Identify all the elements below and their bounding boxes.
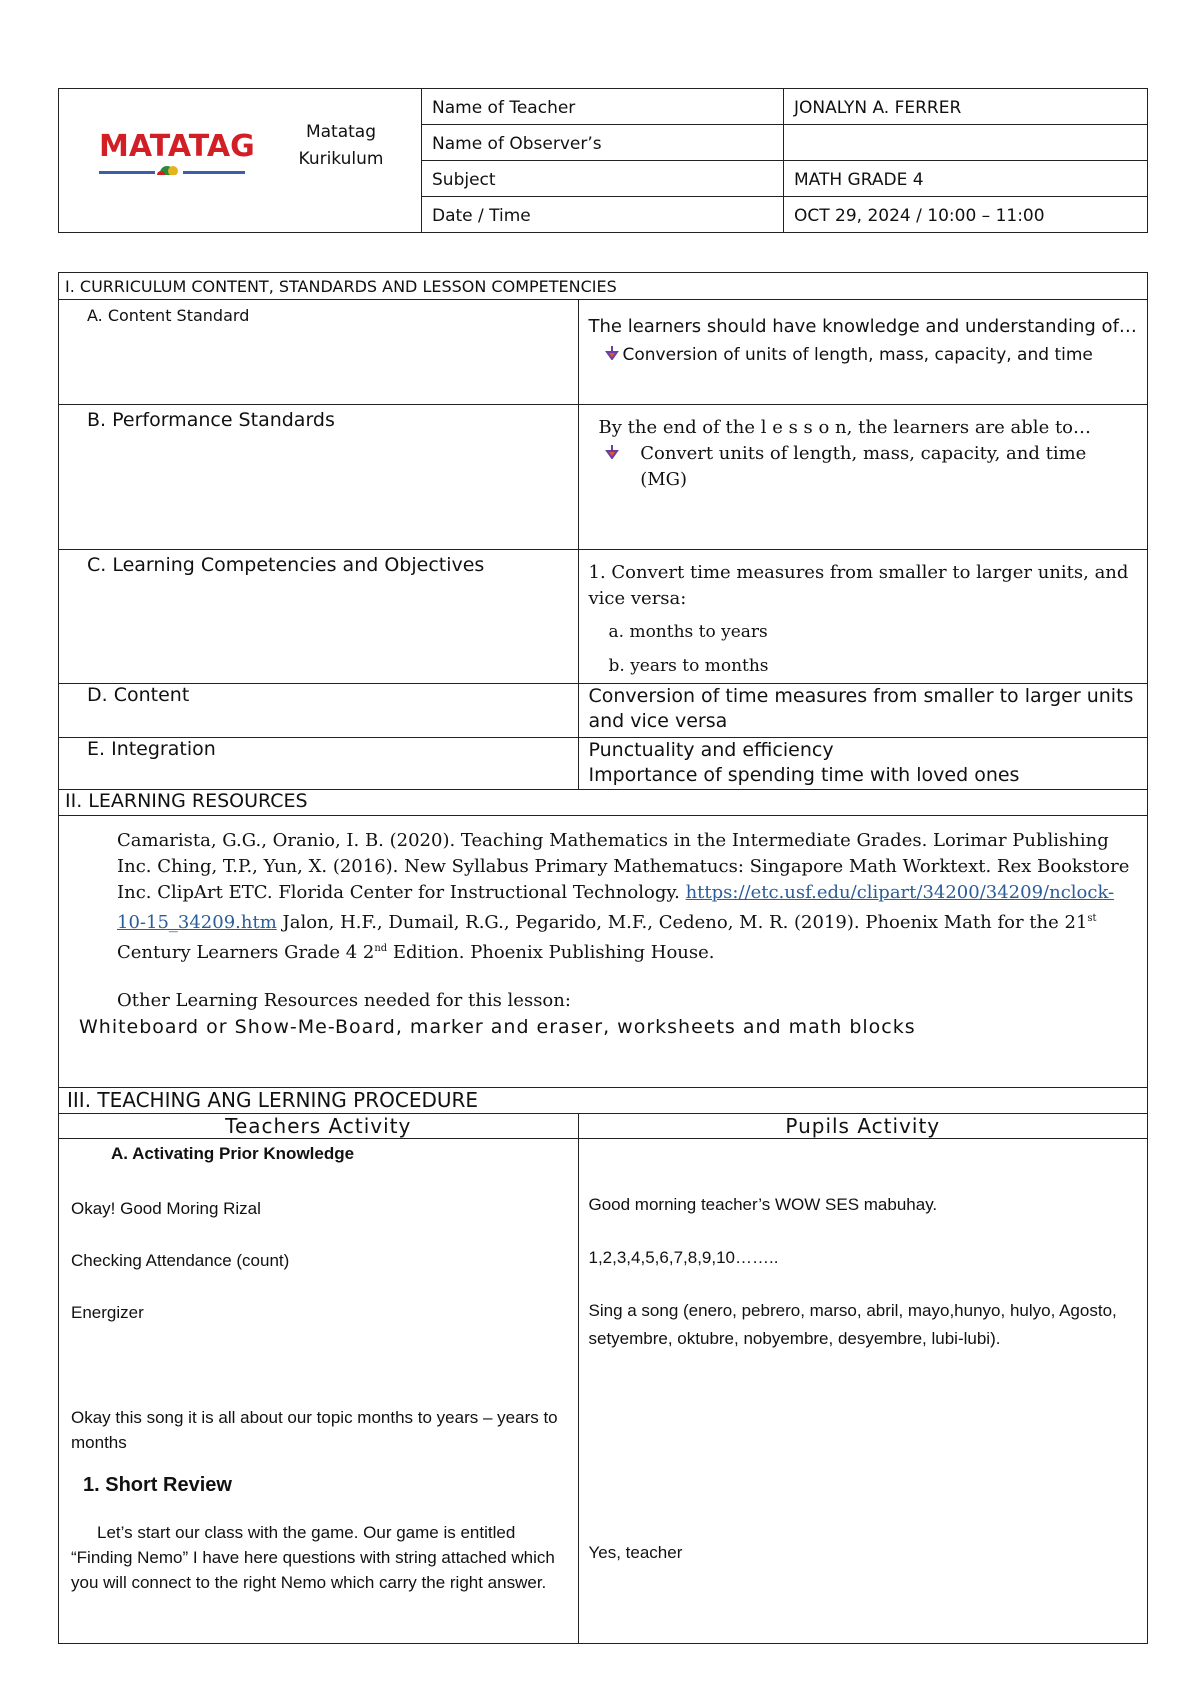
reference-part3: Century Learners Grade 4 2 [117, 942, 375, 963]
resources-cell [59, 816, 1148, 1088]
logo-cell [59, 89, 422, 233]
competencies-cell [578, 550, 1148, 684]
section2-title: II. LEARNING RESOURCES [59, 790, 1148, 816]
activating-prior-knowledge: A. Activating Prior Knowledge [111, 1144, 355, 1163]
other-resources-title: Other Learning Resources needed for this lesson: [117, 990, 571, 1011]
lesson-plan-table [58, 272, 1148, 1644]
teacher-label: Name of Teacher [422, 89, 784, 125]
teacher-value: JONALYN A. FERRER [784, 89, 1148, 125]
reference-sup1: st [1087, 913, 1097, 924]
header-table [58, 88, 1148, 233]
competencies-label: C. Learning Competencies and Objectives [59, 550, 579, 684]
teacher-song-note: Okay this song it is all about our topic months to years – years to months [71, 1408, 558, 1452]
teacher-activity-cell [59, 1139, 579, 1644]
performance-text: By the end of the l e s s o n, the learners are able to… [598, 417, 1092, 438]
integration-line1: Punctuality and efficiency [588, 739, 834, 761]
pupil-greeting: Good morning teacher’s WOW SES mabuhay. [588, 1195, 938, 1214]
clipart-link[interactable]: https://etc.usf.edu/clipart/34200/34209/nclock-10-15_34209.htm [117, 882, 1115, 933]
curriculum-line1: Matatag [305, 122, 377, 142]
curriculum-name [281, 119, 401, 173]
other-resources-text: Whiteboard or Show-Me-Board, marker and eraser, worksheets and math blocks [79, 1016, 916, 1038]
observer-value [784, 125, 1148, 161]
curriculum-line2: Kurikulum [298, 149, 384, 169]
integration-cell [578, 738, 1148, 790]
teacher-game-intro: Let’s start our class with the game. Our game is entitled “Finding Nemo” I have here questions with string attached which you will connect to the right Nemo which carry the right answer. [71, 1523, 555, 1592]
performance-bullet [599, 441, 1136, 493]
competencies-b: b. years to months [608, 656, 769, 676]
teacher-activity-header: Teachers Activity [59, 1114, 579, 1139]
content-standard-cell [578, 300, 1148, 405]
reference-sup2: nd [374, 943, 388, 954]
content-standard-label: A. Content Standard [59, 300, 579, 405]
arrow-bullet-icon [605, 342, 623, 368]
competencies-text: 1. Convert time measures from smaller to larger units, and vice versa: [588, 562, 1129, 609]
observer-label: Name of Observer’s [422, 125, 784, 161]
section1-title: I. CURRICULUM CONTENT, STANDARDS AND LESSON COMPETENCIES [59, 273, 1148, 300]
datetime-value: OCT 29, 2024 / 10:00 – 11:00 [784, 197, 1148, 233]
competencies-a: a. months to years [608, 622, 768, 642]
reference-part1: Camarista, G.G., Oranio, I. B. (2020). Teaching Mathematics in the Intermediate Grades. Lorimar Publishing Inc. Ching, T.P., Yun, X. (2016). New Syllabus Primary Mathematucs: Singapore Math Worktext. Rex Bookstore Inc. ClipArt ETC. Florida Center for Instructional Technology. [117, 830, 1130, 903]
content-standard-bullet-text: Conversion of units of length, mass, capacity, and time [622, 345, 1093, 365]
teacher-attendance: Checking Attendance (count) [71, 1251, 290, 1270]
content-standard-bullet [589, 342, 1138, 368]
matatag-logo: MATATAG [99, 129, 255, 164]
reference-part2: Jalon, H.F., Dumail, R.G., Pegarido, M.F., Cedeno, M. R. (2019). Phoenix Math for the 21 [282, 912, 1088, 933]
pupil-song: Sing a song (enero, pebrero, marso, abril, mayo,hunyo, hulyo, Agosto, setyembre, oktubre, nobyembre, desyembre, lubi-lubi). [588, 1301, 1117, 1348]
content-text: Conversion of time measures from smaller to larger units and vice versa [578, 684, 1148, 738]
subject-label: Subject [422, 161, 784, 197]
integration-label: E. Integration [59, 738, 579, 790]
performance-label: B. Performance Standards [59, 405, 579, 550]
content-standard-text: The learners should have knowledge and understanding of… [588, 316, 1137, 337]
section3-title: III. TEACHING ANG LERNING PROCEDURE [59, 1088, 1148, 1114]
teacher-energizer: Energizer [71, 1303, 144, 1322]
short-review-title: 1. Short Review [83, 1474, 232, 1496]
pupils-activity-header: Pupils Activity [578, 1114, 1148, 1139]
content-label: D. Content [59, 684, 579, 738]
arrow-bullet-icon [605, 441, 641, 493]
teacher-greeting: Okay! Good Moring Rizal [71, 1199, 261, 1218]
pupil-count: 1,2,3,4,5,6,7,8,9,10…….. [588, 1248, 779, 1267]
integration-line2: Importance of spending time with loved ones [588, 764, 1020, 786]
pupils-activity-cell [578, 1139, 1148, 1644]
logo-emblem-icon [99, 165, 249, 175]
references [69, 828, 1137, 966]
datetime-label: Date / Time [422, 197, 784, 233]
performance-bullet-text: Convert units of length, mass, capacity, and time (MG) [640, 443, 1087, 490]
subject-value: MATH GRADE 4 [784, 161, 1148, 197]
reference-part4: Edition. Phoenix Publishing House. [392, 942, 715, 963]
performance-cell [578, 405, 1148, 550]
pupil-yes: Yes, teacher [588, 1543, 683, 1562]
